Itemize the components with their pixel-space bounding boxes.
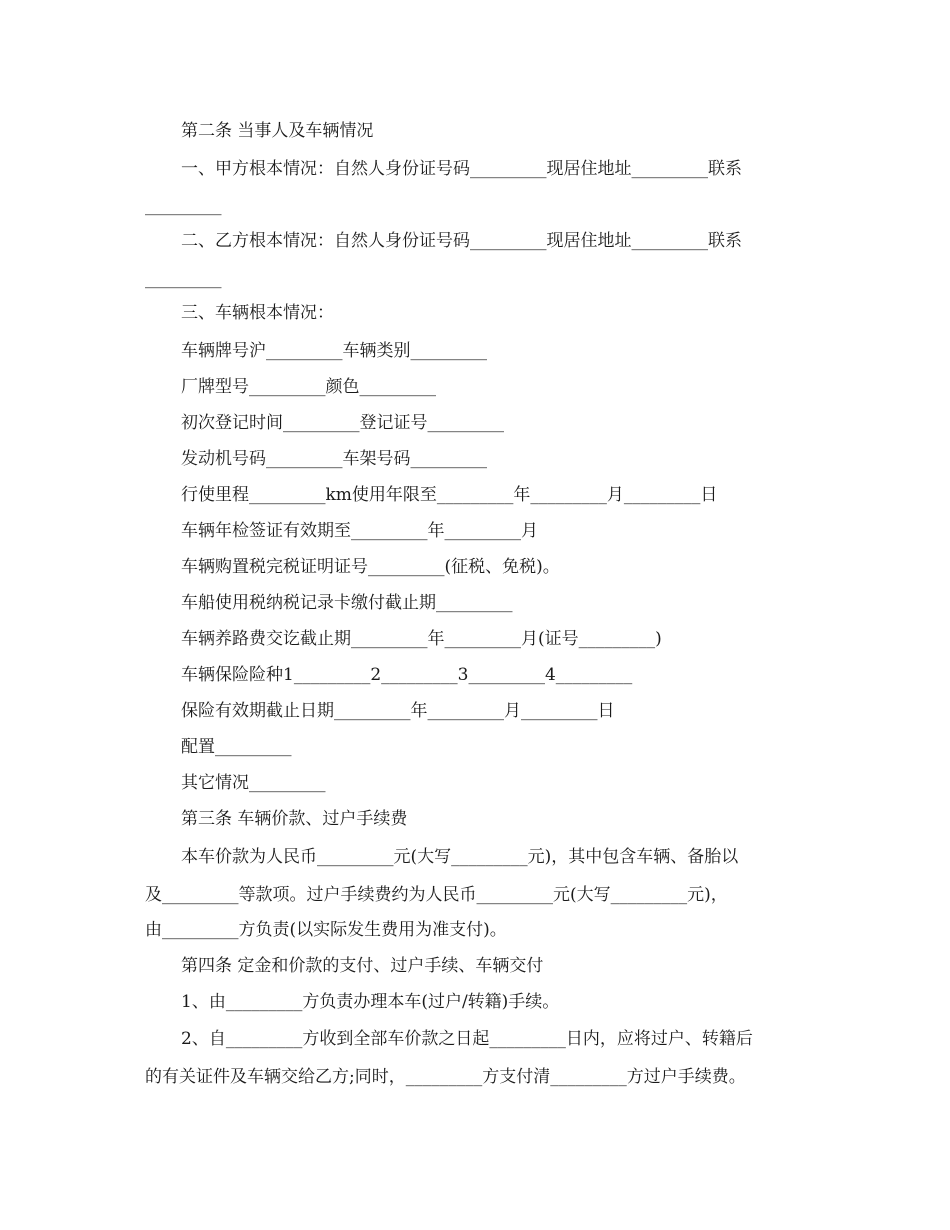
party-b-contact-blank: _________ bbox=[145, 269, 222, 289]
article-2-heading: 第二条 当事人及车辆情况 bbox=[181, 121, 374, 141]
clause-2-line-1: 2、自_________方收到全部车价款之日起_________日内，应将过户、转籍后 bbox=[181, 1029, 753, 1049]
price-paragraph-line-1: 本车价款为人民币_________元(大写_________元)，其中包含车辆、备胎以 bbox=[181, 847, 739, 867]
inspection-line: 车辆年检签证有效期至_________年_________月 bbox=[181, 521, 538, 541]
mileage-line: 行使里程_________km使用年限至_________年_________月_________日 bbox=[181, 485, 718, 505]
clause-1-line: 1、由_________方负责办理本车(过户/转籍)手续。 bbox=[181, 992, 560, 1012]
insurance-types-line: 车辆保险险种1_________2_________3_________4_________ bbox=[181, 665, 633, 685]
party-b-info-line: 二、乙方根本情况：自然人身份证号码_________现居住地址_________联系 bbox=[181, 231, 742, 251]
engine-frame-line: 发动机号码_________车架号码_________ bbox=[181, 449, 487, 469]
plate-and-category-line: 车辆牌号沪_________车辆类别_________ bbox=[181, 341, 487, 361]
party-a-info-line: 一、甲方根本情况：自然人身份证号码_________现居住地址_________联系 bbox=[181, 159, 742, 179]
price-paragraph-line-2: 及_________等款项。过户手续费约为人民币_________元(大写_________元)， bbox=[145, 885, 728, 905]
configuration-line: 配置_________ bbox=[181, 737, 292, 757]
insurance-expiry-line: 保险有效期截止日期_________年_________月_________日 bbox=[181, 701, 615, 721]
vehicle-info-heading: 三、车辆根本情况： bbox=[181, 303, 334, 323]
vessel-tax-line: 车船使用税纳税记录卡缴付截止期_________ bbox=[181, 593, 513, 613]
party-a-contact-blank: _________ bbox=[145, 196, 222, 216]
price-paragraph-line-3: 由_________方负责(以实际发生费用为准支付)。 bbox=[145, 920, 507, 940]
article-3-heading: 第三条 车辆价款、过户手续费 bbox=[181, 809, 408, 829]
road-fee-line: 车辆养路费交讫截止期_________年_________月(证号_________) bbox=[181, 629, 662, 649]
model-and-color-line: 厂牌型号_________颜色_________ bbox=[181, 377, 436, 397]
other-info-line: 其它情况_________ bbox=[181, 773, 326, 793]
clause-2-line-2: 的有关证件及车辆交给乙方;同时，_________方支付清_________方过户手续费。 bbox=[145, 1067, 746, 1087]
article-4-heading: 第四条 定金和价款的支付、过户手续、车辆交付 bbox=[181, 956, 544, 976]
purchase-tax-line: 车辆购置税完税证明证号_________(征税、免税)。 bbox=[181, 557, 560, 577]
registration-line: 初次登记时间_________登记证号_________ bbox=[181, 413, 504, 433]
